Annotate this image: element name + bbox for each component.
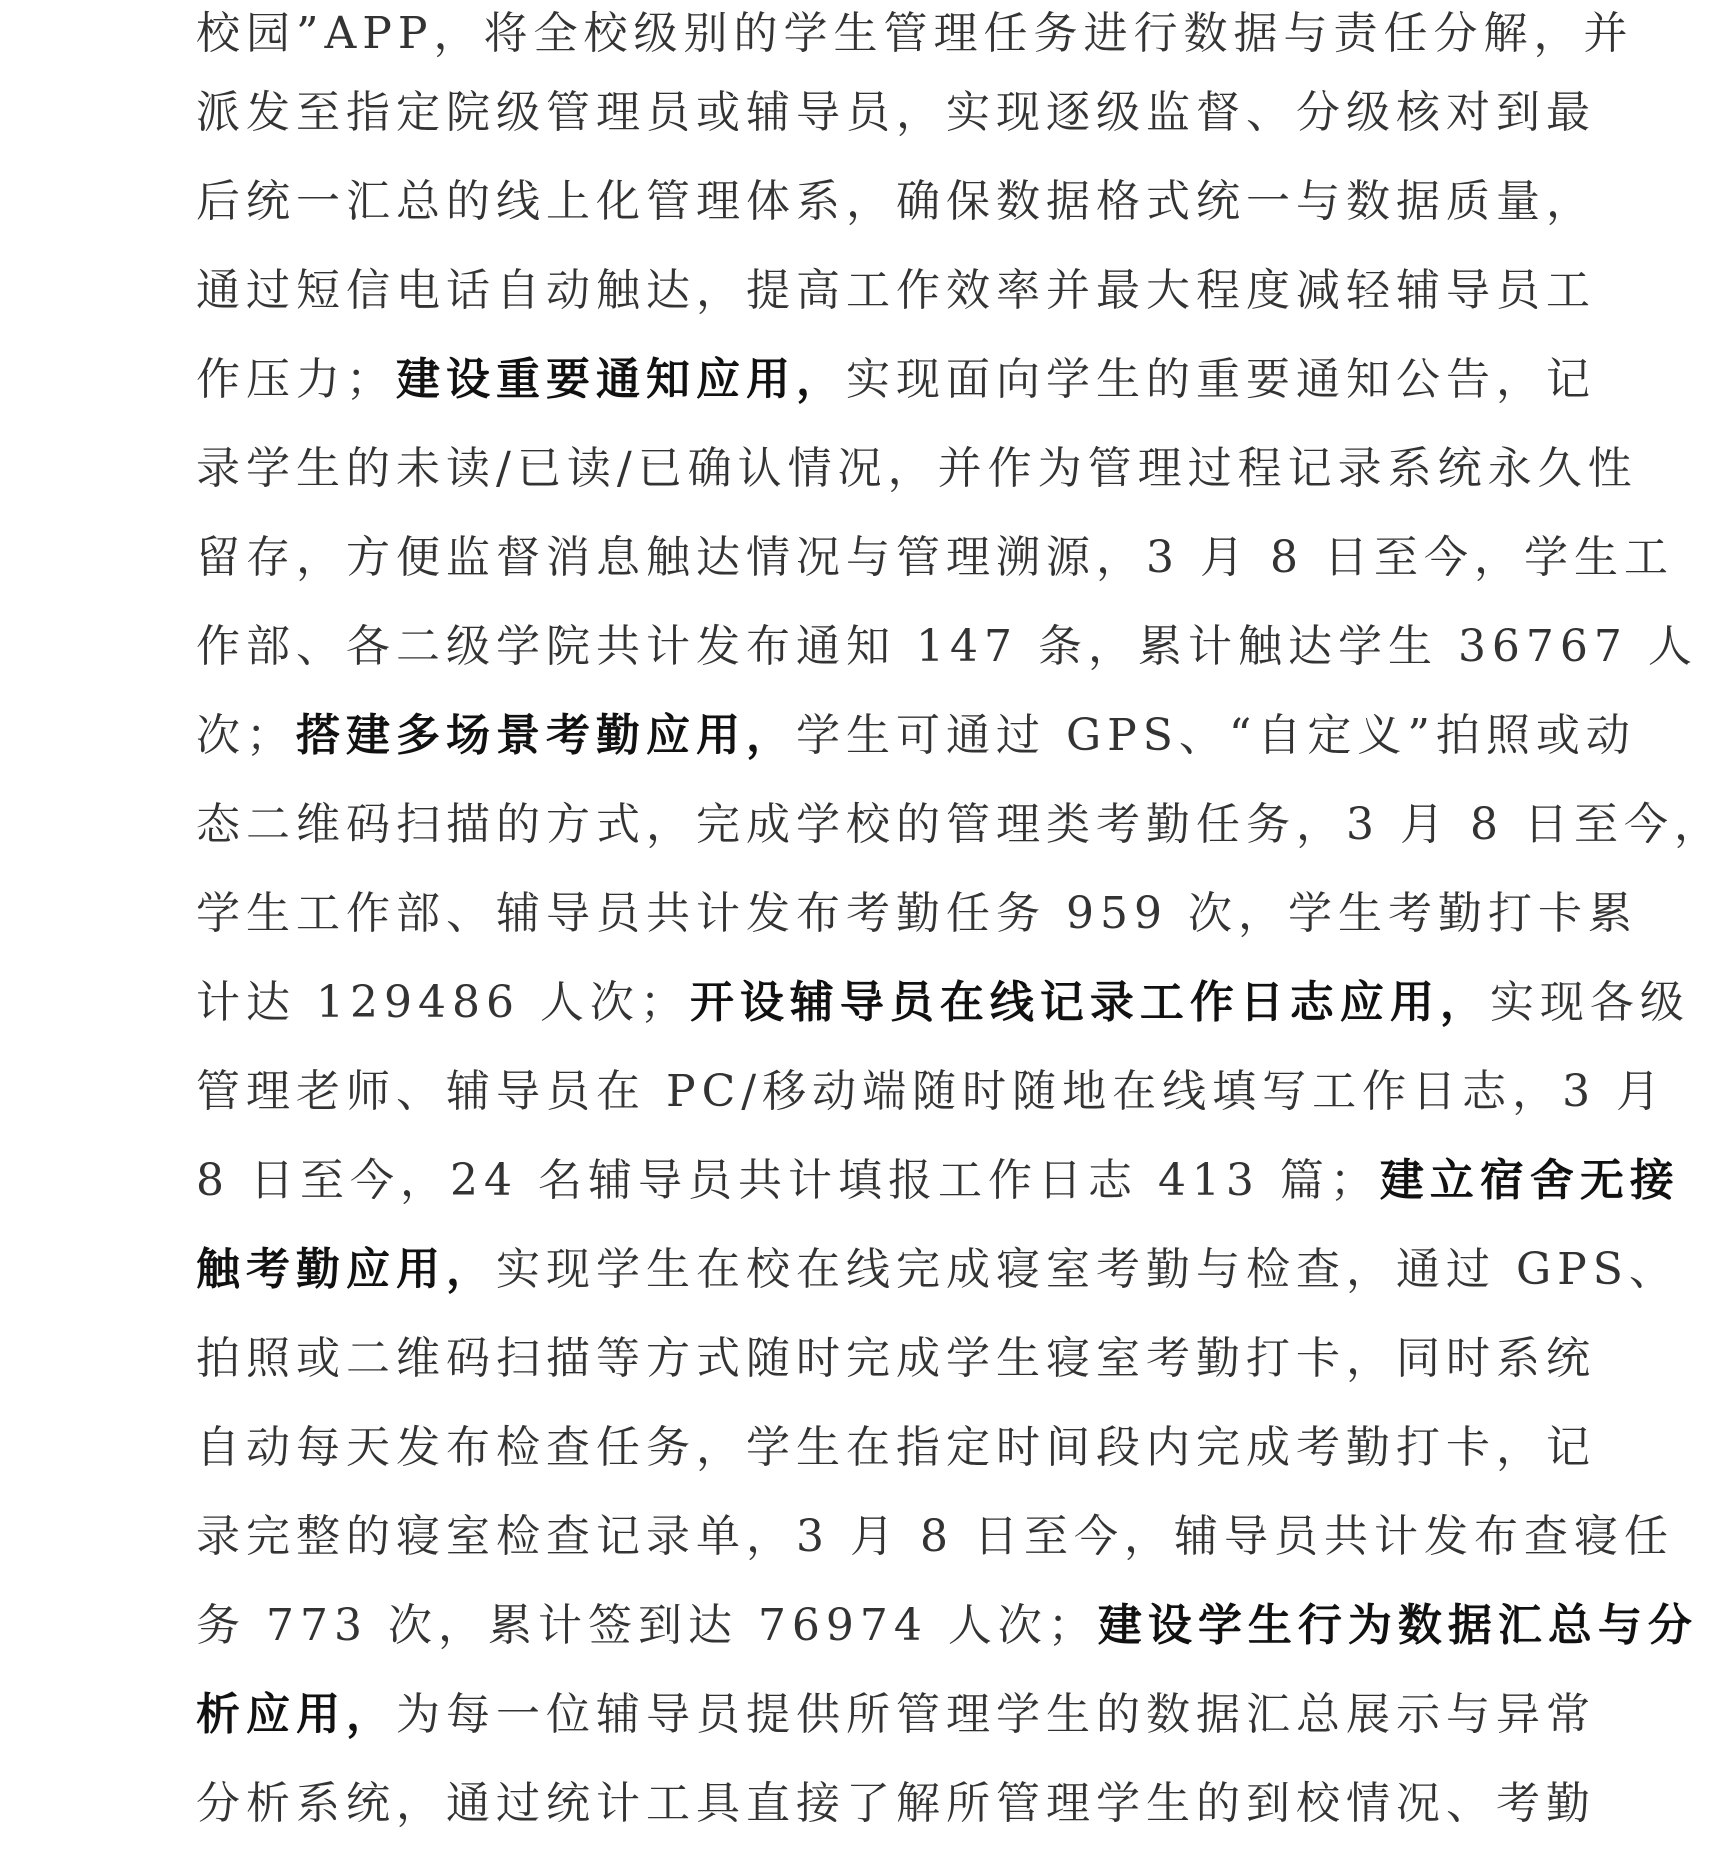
text-line <box>196 780 1724 869</box>
text-run: 录完整的寝室检查记录单，3 月 8 日至今，辅导员共计发布查寝任 <box>196 1511 1674 1562</box>
bold-phrase: 建立宿舍无接 <box>1379 1155 1680 1206</box>
text-run: 计达 129486 人次； <box>196 977 690 1028</box>
text-run: 实现各级 <box>1489 977 1690 1028</box>
text-run: 实现学生在校在线完成寝室考勤与检查，通过 GPS、 <box>496 1244 1679 1295</box>
body-text <box>196 0 1724 1848</box>
text-line <box>196 691 1636 780</box>
text-line <box>196 513 1674 602</box>
text-run: 作压力； <box>196 354 396 405</box>
text-run: 8 日至今，24 名辅导员共计填报工作日志 413 篇； <box>196 1155 1380 1206</box>
text-run: 作部、各二级学院共计发布通知 147 条，累计触达学生 36767 人 <box>196 621 1698 672</box>
text-line <box>196 1136 1680 1225</box>
text-line <box>196 1670 1596 1759</box>
text-run: 为每一位辅导员提供所管理学生的数据汇总展示与异常 <box>396 1689 1596 1740</box>
text-line <box>196 602 1698 691</box>
text-line <box>196 1314 1596 1403</box>
bold-phrase: 开设辅导员在线记录工作日志应用， <box>689 977 1490 1028</box>
text-run: 派发至指定院级管理员或辅导员，实现逐级监督、分级核对到最 <box>196 87 1596 138</box>
text-line <box>196 1581 1698 1670</box>
text-run: 态二维码扫描的方式，完成学校的管理类考勤任务，3 月 8 日至今， <box>196 799 1724 850</box>
text-line <box>196 1759 1596 1848</box>
text-line <box>196 1047 1667 1136</box>
text-line <box>196 869 1638 958</box>
text-run: 校园”APP，将全校级别的学生管理任务进行数据与责任分解，并 <box>196 8 1634 59</box>
text-line <box>196 1225 1679 1314</box>
text-run: 录学生的未读/已读/已确认情况，并作为管理过程记录系统永久性 <box>196 443 1638 494</box>
text-run: 次； <box>196 710 296 761</box>
text-line <box>196 958 1690 1047</box>
text-line <box>196 1492 1674 1581</box>
bold-phrase: 触考勤应用， <box>196 1244 496 1295</box>
text-line <box>196 424 1638 513</box>
bold-phrase: 建设学生行为数据汇总与分 <box>1097 1600 1698 1651</box>
text-run: 后统一汇总的线上化管理体系，确保数据格式统一与数据质量， <box>196 176 1596 227</box>
text-line <box>196 1403 1596 1492</box>
bold-phrase: 搭建多场景考勤应用， <box>296 710 796 761</box>
text-line <box>196 335 1596 424</box>
text-line <box>196 0 1634 68</box>
text-run: 管理老师、辅导员在 PC/移动端随时随地在线填写工作日志，3 月 <box>196 1066 1667 1117</box>
text-run: 通过短信电话自动触达，提高工作效率并最大程度减轻辅导员工 <box>196 265 1596 316</box>
text-run: 分析系统，通过统计工具直接了解所管理学生的到校情况、考勤 <box>196 1778 1596 1829</box>
bold-phrase: 析应用， <box>196 1689 396 1740</box>
text-run: 自动每天发布检查任务，学生在指定时间段内完成考勤打卡，记 <box>196 1422 1596 1473</box>
text-run: 留存，方便监督消息触达情况与管理溯源，3 月 8 日至今，学生工 <box>196 532 1674 583</box>
text-run: 学生可通过 GPS、“自定义”拍照或动 <box>796 710 1636 761</box>
text-line <box>196 157 1596 246</box>
text-run: 实现面向学生的重要通知公告，记 <box>846 354 1596 405</box>
text-line <box>196 246 1596 335</box>
text-run: 拍照或二维码扫描等方式随时完成学生寝室考勤打卡，同时系统 <box>196 1333 1596 1384</box>
text-run: 学生工作部、辅导员共计发布考勤任务 959 次，学生考勤打卡累 <box>196 888 1638 939</box>
bold-phrase: 建设重要通知应用， <box>396 354 846 405</box>
text-run: 务 773 次，累计签到达 76974 人次； <box>196 1600 1098 1651</box>
text-line <box>196 68 1596 157</box>
